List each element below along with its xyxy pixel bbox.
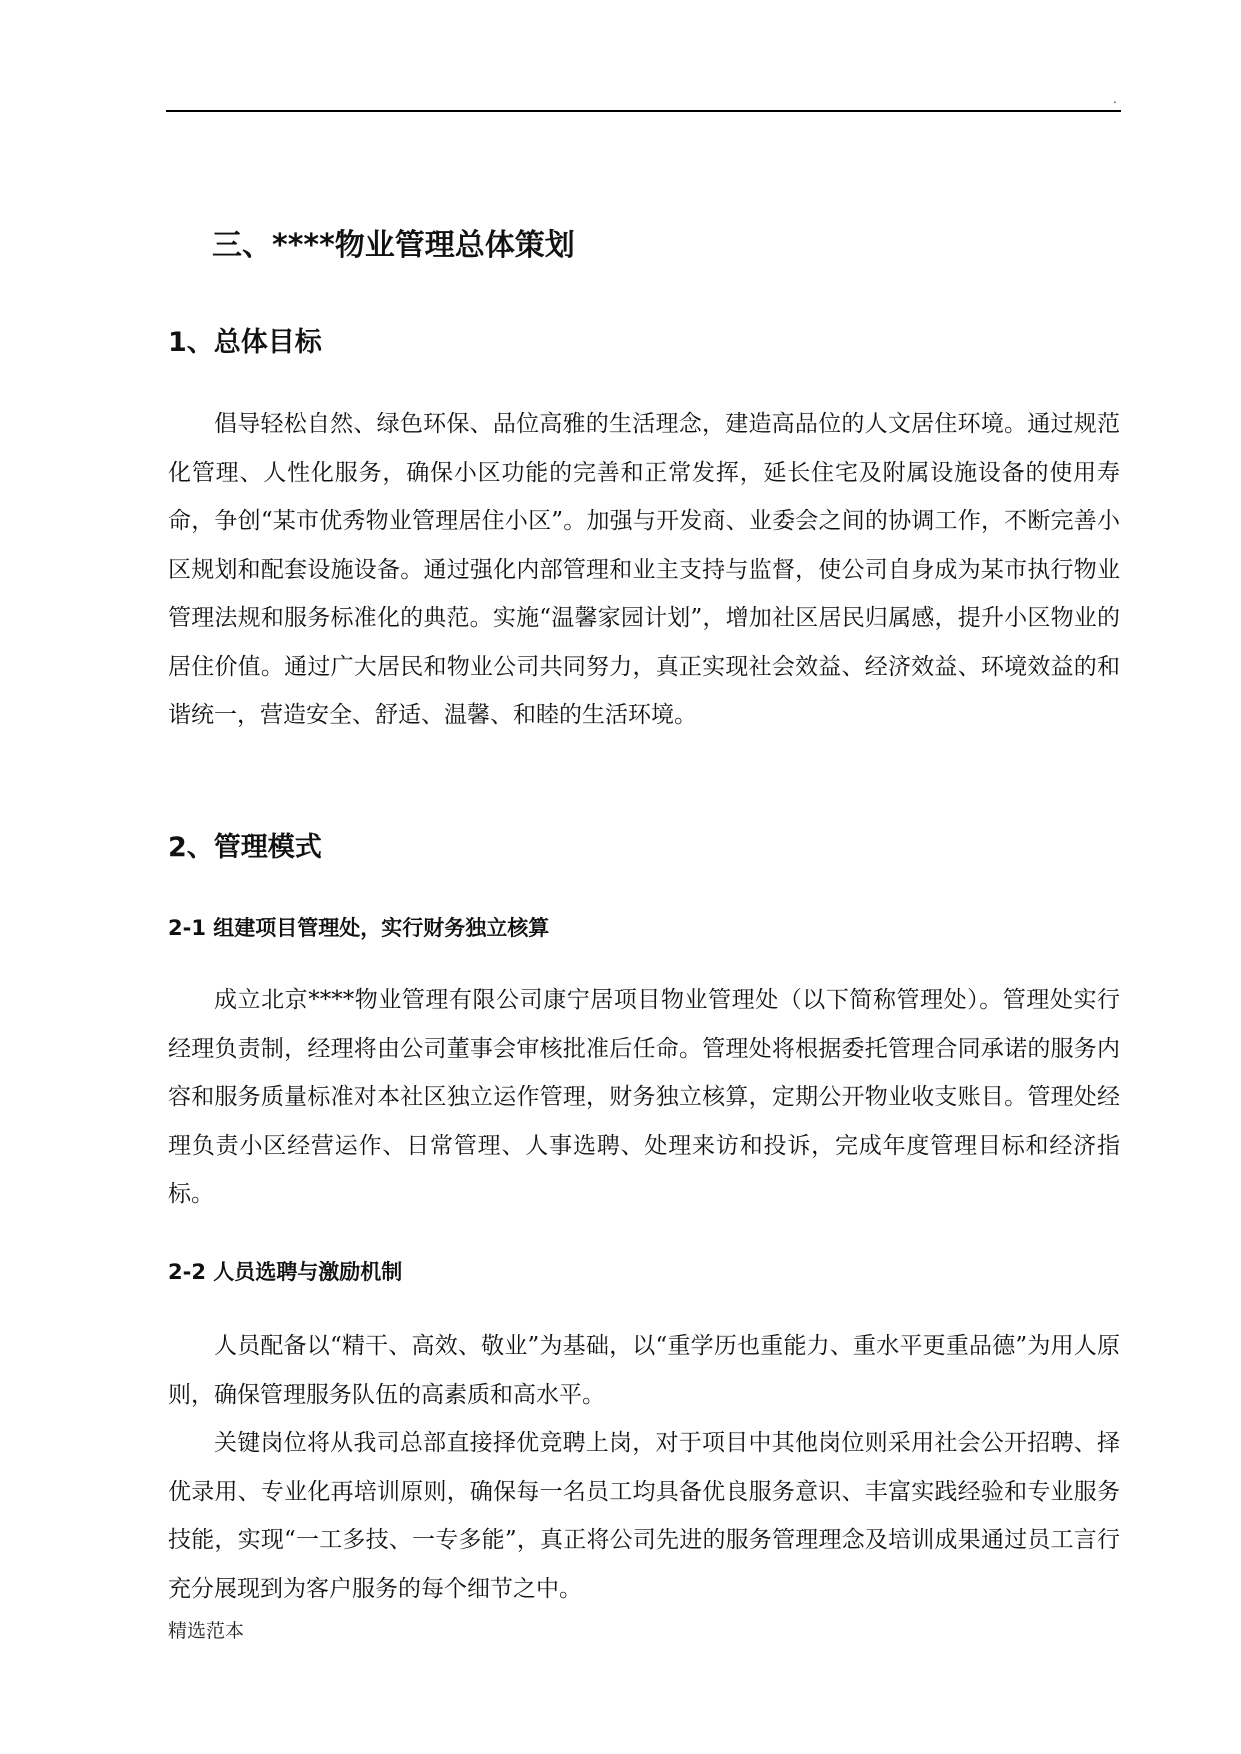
subsection-heading-2-1: 2-1 组建项目管理处，实行财务独立核算	[168, 916, 550, 940]
subsection-2-1-paragraph: 成立北京****物业管理有限公司康宁居项目物业管理处（以下简称管理处）。管理处实行经理负责制，经理将由公司董事会审核批准后任命。管理处将根据委托管理合同承诺的服务内容和服务质量标准对本社区独立运作管理，财务独立核算，定期公开物业收支账目。管理处经理负责小区经营运作、日常管理、人事选聘、处理来访和投诉，完成年度管理目标和经济指标。	[168, 987, 1120, 1207]
page-title: 三、****物业管理总体策划	[212, 228, 575, 263]
subsection-heading-2-2: 2-2 人员选聘与激励机制	[168, 1260, 403, 1284]
header-mark: .	[1113, 92, 1117, 106]
section-heading-1: 1、总体目标	[168, 327, 322, 358]
section-1-paragraph: 倡导轻松自然、绿色环保、品位高雅的生活理念，建造高品位的人文居住环境。通过规范化管理、人性化服务，确保小区功能的完善和正常发挥，延长住宅及附属设施设备的使用寿命，争创“某市优秀物业管理居住小区”。加强与开发商、业委会之间的协调工作，不断完善小区规划和配套设施设备。通过强化内部管理和业主支持与监督，使公司自身成为某市执行物业管理法规和服务标准化的典范。实施“温馨家园计划”，增加社区居民归属感，提升小区物业的居住价值。通过广大居民和物业公司共同努力，真正实现社会效益、经济效益、环境效益的和谐统一，营造安全、舒适、温馨、和睦的生活环境。	[168, 411, 1120, 728]
section-heading-2: 2、管理模式	[168, 832, 322, 863]
subsection-2-2-paragraph-2: 关键岗位将从我司总部直接择优竞聘上岗，对于项目中其他岗位则采用社会公开招聘、择优录用、专业化再培训原则，确保每一名员工均具备优良服务意识、丰富实践经验和专业服务技能，实现“一工多技、一专多能”，真正将公司先进的服务管理理念及培训成果通过员工言行充分展现到为客户服务的每个细节之中。	[168, 1430, 1120, 1602]
footer-label: 精选范本	[168, 1620, 245, 1642]
subsection-2-2-paragraph-1: 人员配备以“精干、高效、敬业”为基础，以“重学历也重能力、重水平更重品德”为用人原则，确保管理服务队伍的高素质和高水平。	[168, 1333, 1120, 1408]
header-rule	[166, 110, 1121, 112]
